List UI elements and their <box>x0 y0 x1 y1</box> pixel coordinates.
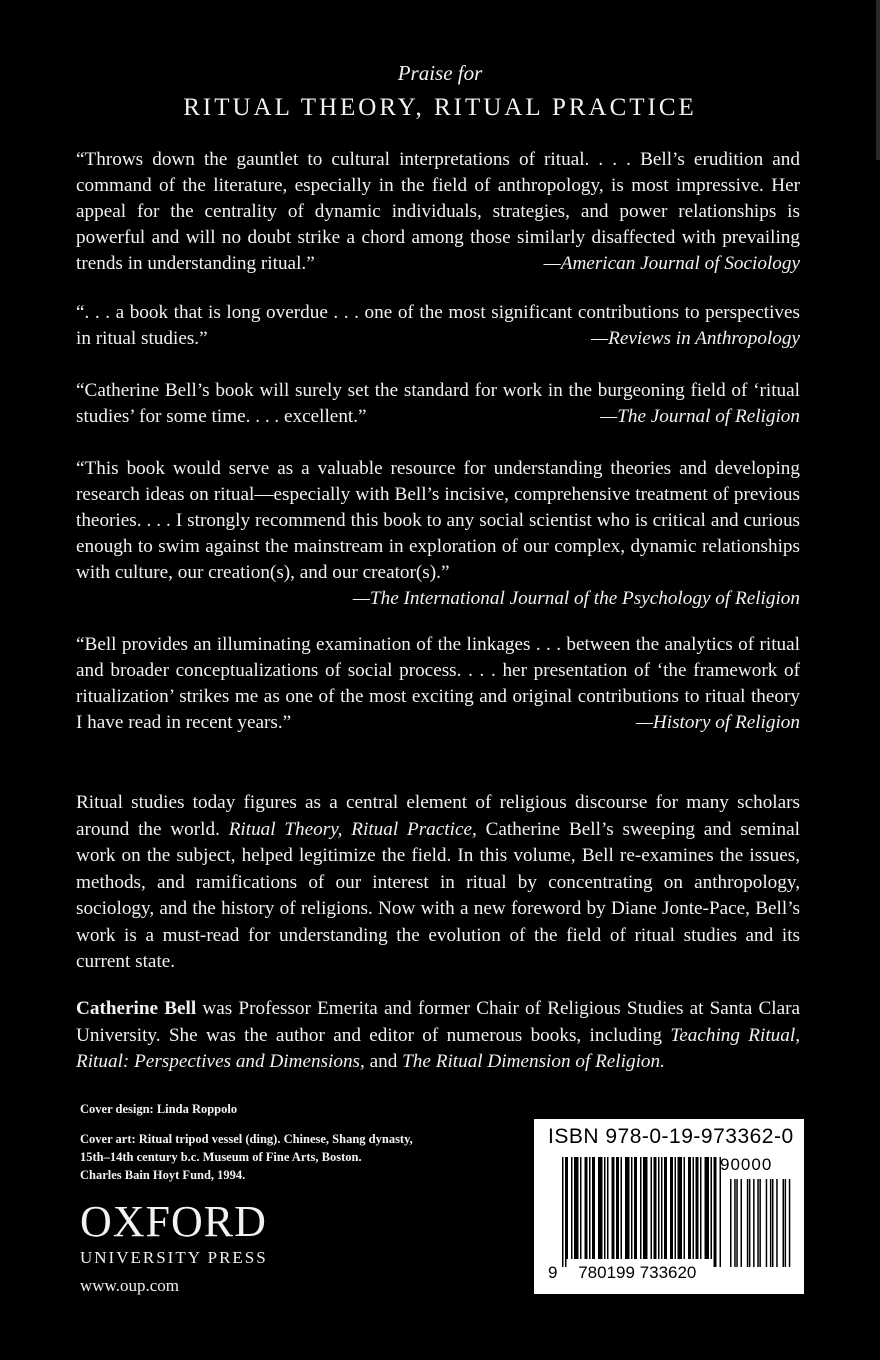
quote-source: —The International Journal of the Psychology of Religion <box>352 588 800 609</box>
quote-2 <box>76 300 800 352</box>
description-part1: Ritual studies today figures as a central element of religious discourse for many scholars around the world. <box>76 792 800 840</box>
cover-art-line: 15th–14th century b.c. Museum of Fine Arts, Boston. <box>80 1150 362 1164</box>
addon-digits: 90000 <box>720 1155 773 1174</box>
quote-text: “This book would serve as a valuable resource for understanding theories and developing research ideas on ritual—especially with Bell’s incisive, comprehensive treatment of previous theories. . . . I strongly recommend this book to any social scientist who is critical and curious enough to swim against the mainstream in exploration of our complex, dynamic relationships with culture, our creation(s), and our creator(s).” <box>76 458 800 583</box>
logo-oxford-text: OXFORD <box>80 1197 267 1246</box>
header <box>0 60 880 124</box>
oxford-logo <box>80 1197 268 1268</box>
bio-part1: was Professor Emerita and former Chair of Religious Studies at Santa Clara University. She was the author and editor of numerous books, including <box>76 998 800 1046</box>
barcode-main-digits: 780199 733620 <box>578 1263 697 1282</box>
cover-design-credit: Cover design: Linda Roppolo <box>80 1102 238 1116</box>
quote-source: —History of Religion <box>635 712 800 733</box>
quote-text: “Catherine Bell’s book will surely set the standard for work in the burgeoning field of ‘ritual studies’ for some time. . . . excellent.” <box>76 380 800 427</box>
quote-source: —The Journal of Religion <box>600 406 800 427</box>
praise-for-label: Praise for <box>397 61 483 85</box>
quote-3 <box>76 378 800 430</box>
author-bio <box>76 996 800 1076</box>
quote-5 <box>76 632 800 736</box>
author-name: Catherine Bell <box>76 998 197 1019</box>
book-title: RITUAL THEORY, RITUAL PRACTICE <box>183 94 697 121</box>
logo-press-text: UNIVERSITY PRESS <box>80 1248 268 1267</box>
quote-text: “Throws down the gauntlet to cultural interpretations of ritual. . . . Bell’s erudition and command of the literature, especially in the field of anthropology, is most impressive. Her appeal for the centrality of dynamic individuals, strategies, and power relationships is powerful and will no doubt strike a chord among those similarly disaffected with prevailing trends in understanding ritual.” <box>76 149 800 274</box>
book-description <box>76 790 800 976</box>
bio-part2: and <box>364 1051 403 1072</box>
cover-art-line: Charles Bain Hoyt Fund, 1994. <box>80 1168 246 1182</box>
description-book-title: Ritual Theory, Ritual Practice, <box>228 818 477 840</box>
publisher-url: www.oup.com <box>80 1276 179 1295</box>
cover-art-credit <box>80 1130 413 1184</box>
quote-4 <box>76 456 800 612</box>
quote-text: “. . . a book that is long overdue . . . one of the most significant contributions to perspectives in ritual studies.” <box>76 302 800 349</box>
barcode-box <box>534 1119 804 1294</box>
barcode-first-digit: 9 <box>548 1263 558 1282</box>
quote-source: —American Journal of Sociology <box>543 253 800 274</box>
quote-source: —Reviews in Anthropology <box>591 328 800 349</box>
description-part2: Catherine Bell’s sweeping and seminal work on the subject, helped legitimize the field. In this volume, Bell re-examines the issues, methods, and ramifications of our interest in ritual by concentrating on anthropology, sociology, and the history of religions. Now with a new foreword by Diane Jonte-Pace, Bell’s work is a must-read for understanding the evolution of the field of ritual studies and its current state. <box>76 818 800 972</box>
quote-text: “Bell provides an illuminating examination of the linkages . . . between the analytics of ritual and broader conceptualizations of social process. . . . her presentation of ‘the framework of ritualization’ strikes me as one of the most exciting and original contributions to ritual theory I have read in recent years.” <box>76 634 800 733</box>
quote-1 <box>76 147 800 277</box>
isbn-label: ISBN 978-0-19-973362-0 <box>548 1125 794 1148</box>
cover-art-line: Cover art: Ritual tripod vessel (ding). Chinese, Shang dynasty, <box>80 1132 413 1146</box>
bio-books-2: The Ritual Dimension of Religion. <box>402 1051 665 1072</box>
bio-books-1: Teaching Ritual, Ritual: Perspectives and Dimensions, <box>76 1024 800 1072</box>
barcode-digits <box>548 1263 696 1283</box>
